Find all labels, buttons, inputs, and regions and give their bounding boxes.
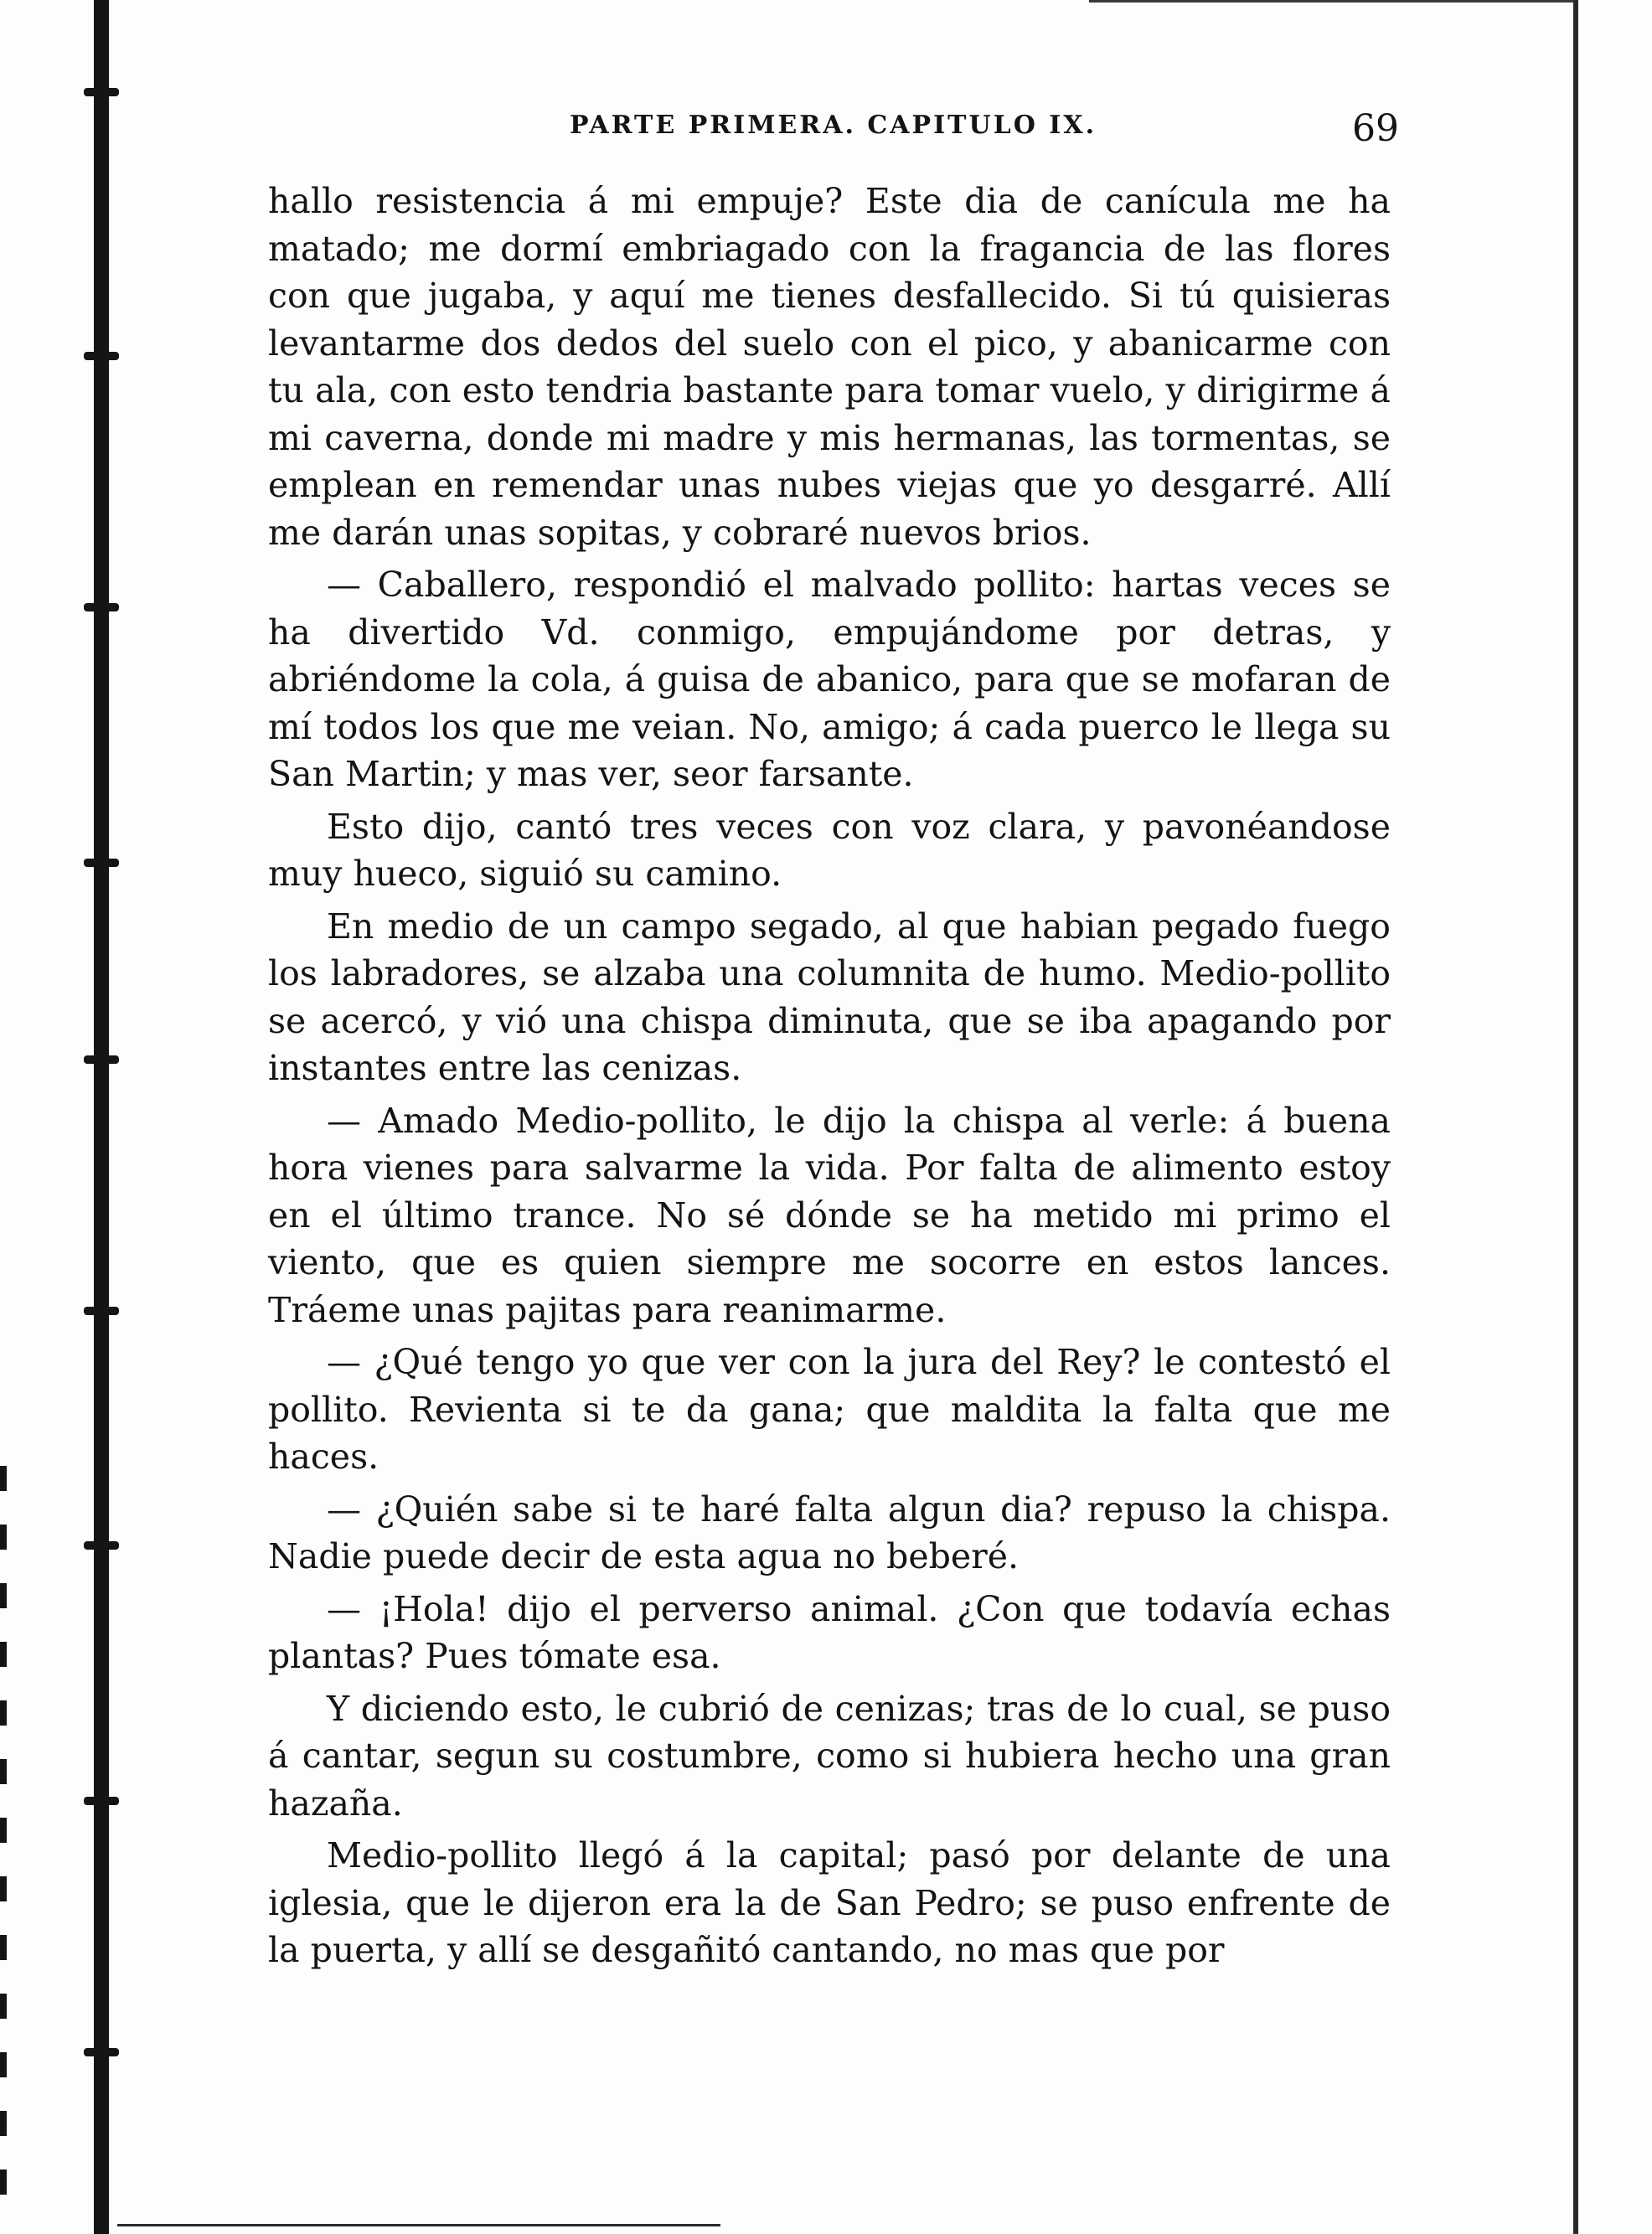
binding-stitch <box>84 1797 119 1805</box>
paragraph: En medio de un campo segado, al que habian pegado fuego los labradores, se alzaba una columnita de humo. Medio-pollito se acercó, y vió una chispa diminuta, que se iba apagando por instantes entre las cenizas. <box>268 905 1391 1088</box>
binding-stitch <box>84 1541 119 1550</box>
binding-stitch <box>84 88 119 96</box>
page-right-edge <box>1573 0 1578 2234</box>
bottom-edge-rule <box>117 2224 720 2226</box>
binding-stitch <box>84 859 119 867</box>
paragraph: hallo resistencia á mi empuje? Este dia de canícula me ha matado; me dormí embriagado con la fragancia de las flores con que jugaba, y aquí me tienes desfallecido. Si tú quisieras levantarme dos dedos del suelo con el pico, y abanicarme con tu ala, con esto tendria bastante para tomar vuelo, y dirigirme á mi caverna, donde mi madre y mis hermanas, las tormentas, se emplean en remendar unas nubes viejas que yo desgarré. Allí me darán unas sopitas, y cobraré nuevos brios. <box>268 181 1391 553</box>
binding-stitch <box>84 1307 119 1315</box>
binding-stitch <box>84 603 119 611</box>
paragraph: — ¡Hola! dijo el perverso animal. ¿Con que todavía echas plantas? Pues tómate esa. <box>268 1588 1391 1676</box>
paragraph: — ¿Qué tengo yo que ver con la jura del Rey? le contestó el pollito. Revienta si te da gana; que maldita la falta que me haces. <box>268 1342 1391 1477</box>
paragraph: Esto dijo, cantó tres veces con voz clara, y pavonéandose muy hueco, siguió su camino. <box>268 806 1391 894</box>
page-left-edge <box>0 1466 7 2220</box>
running-header: PARTE PRIMERA. CAPITULO IX. <box>570 111 1097 140</box>
page-number: 69 <box>1352 107 1399 150</box>
paragraph: — Caballero, respondió el malvado pollito: hartas veces se ha divertido Vd. conmigo, empujándome por detras, y abriéndome la cola, á guisa de abanico, para que se mofaran de mí todos los que me veian. No, amigo; á cada puerco le llega su San Martin; y mas ver, seor farsante. <box>268 565 1391 794</box>
binding-stitch <box>84 352 119 360</box>
paragraph: Y diciendo esto, le cubrió de cenizas; tras de lo cual, se puso á cantar, segun su costumbre, como si hubiera hecho una gran hazaña. <box>268 1688 1391 1824</box>
paragraph: — ¿Quién sabe si te haré falta algun dia? repuso la chispa. Nadie puede decir de esta agua no beberé. <box>268 1488 1391 1576</box>
top-edge-rule <box>1089 0 1573 3</box>
binding-stitch <box>84 2048 119 2056</box>
binding-spine <box>94 0 109 2234</box>
paragraph: — Amado Medio-pollito, le dijo la chispa al verle: á buena hora vienes para salvarme la vida. Por falta de alimento estoy en el último trance. No sé dónde se ha metido mi primo el viento, que es quien siempre me socorre en estos lances. Tráeme unas pajitas para reanimarme. <box>268 1100 1391 1330</box>
body-text <box>268 178 1391 1979</box>
binding-stitch <box>84 1055 119 1064</box>
paragraph: Medio-pollito llegó á la capital; pasó por delante de una iglesia, que le dijeron era la de San Pedro; se puso enfrente de la puerta, y allí se desgañitó cantando, no mas que por <box>268 1835 1391 1970</box>
